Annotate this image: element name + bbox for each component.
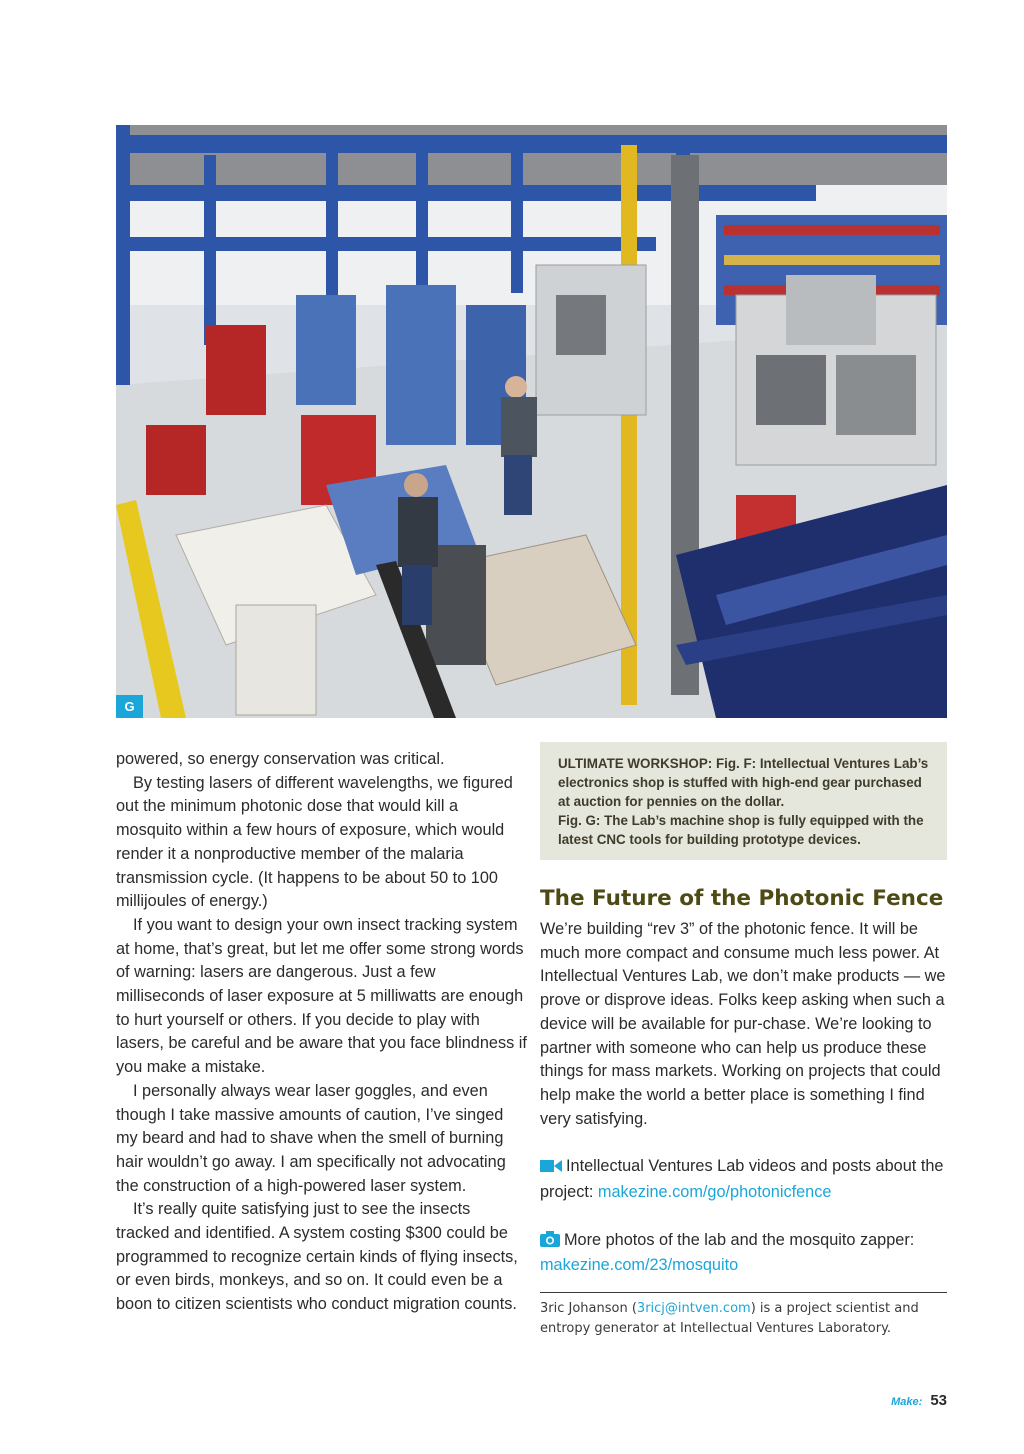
section-body: We’re building “rev 3” of the photonic fence. It will be much more compact and consume much less power. At Intellectual Ventures Lab, we don’t make products — we prove or disprove ideas. Folks keep asking when such a device will be available for pur-chase. We’re looking to partner with someone who can help us produce these things for mass markets. Working on projects that could help make the world a better place is something I find very satisfying. bbox=[540, 920, 946, 1128]
figure-caption bbox=[540, 742, 947, 860]
photo-link[interactable]: makezine.com/23/mosquito bbox=[540, 1256, 739, 1275]
photo-text: More photos of the lab and the mosquito zapper: bbox=[564, 1230, 915, 1249]
magazine-name: Make: bbox=[891, 1396, 923, 1408]
photo-resource bbox=[540, 1229, 950, 1278]
left-column bbox=[116, 748, 528, 1317]
bio-email-link[interactable]: 3ricj@intven.com bbox=[636, 1301, 751, 1316]
video-text: Intellectual Ventures Lab videos and posts about the project: bbox=[540, 1157, 944, 1202]
camera-icon bbox=[540, 1231, 560, 1255]
video-resource bbox=[540, 1155, 950, 1204]
machine-shop-illustration bbox=[116, 125, 947, 718]
paragraph: It’s really quite satisfying just to see the insects tracked and identified. A system costing $300 could be programmed to recognize certain kinds of flying insects, or even birds, monkeys, and so on. It could even be a boon to citizen scientists who conduct migration counts. bbox=[116, 1200, 518, 1314]
page-number: 53 bbox=[930, 1392, 947, 1409]
page-footer bbox=[891, 1392, 947, 1409]
right-column bbox=[540, 884, 950, 1278]
bio-name: 3ric Johanson ( bbox=[540, 1301, 637, 1316]
bio-rest: ) is a project scientist and entropy generator at Intellectual Ventures Laboratory. bbox=[540, 1301, 919, 1336]
figure-label: G bbox=[116, 695, 143, 718]
bio-divider bbox=[540, 1292, 947, 1293]
paragraph: If you want to design your own insect tracking system at home, that’s great, but let me offer some strong words of warning: lasers are dangerous. Just a few milliseconds of laser exposure at 5 milliwatts are enough to hurt yourself or others. If you decide to play with lasers, be careful and be aware that you face blindness if you make a mistake. bbox=[116, 915, 527, 1077]
paragraph: powered, so energy conservation was critical. bbox=[116, 750, 445, 768]
video-camera-icon bbox=[540, 1157, 562, 1181]
paragraph: By testing lasers of different wavelengths, we figured out the minimum photonic dose that would kill a mosquito within a few hours of exposure, which would render it a nonproductive member of the malaria transmission cycle. (It happens to be about 50 to 100 millijoules of energy.) bbox=[116, 773, 513, 911]
author-bio bbox=[540, 1299, 950, 1339]
section-title: The Future of the Photonic Fence bbox=[540, 886, 944, 911]
video-link[interactable]: makezine.com/go/photonicfence bbox=[597, 1183, 832, 1202]
machine-shop-photo bbox=[116, 125, 947, 718]
paragraph: I personally always wear laser goggles, and even though I take massive amounts of caution, I’ve singed my beard and had to shave when the smell of burning hair wouldn’t go away. I am specifically not advocating the construction of a high-powered laser system. bbox=[116, 1081, 506, 1195]
caption-fig-g: Fig. G: The Lab’s machine shop is fully equipped with the latest CNC tools for building prototype devices. bbox=[558, 813, 924, 847]
caption-fig-f: ULTIMATE WORKSHOP: Fig. F: Intellectual Ventures Lab’s electronics shop is stuffed with high-end gear purchased at auction for pennies on the dollar. bbox=[558, 756, 929, 809]
